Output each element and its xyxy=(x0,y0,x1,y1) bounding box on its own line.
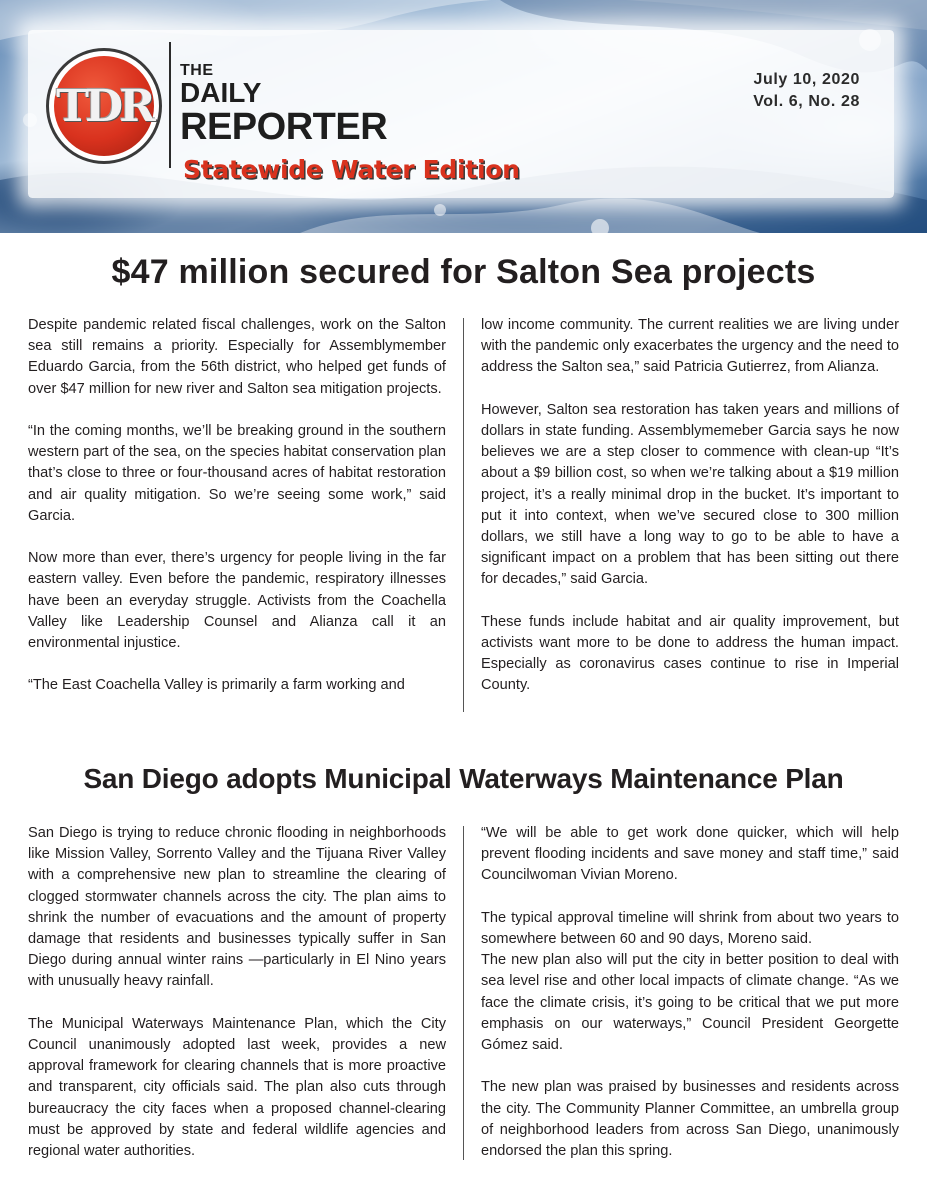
masthead xyxy=(0,0,927,233)
article-1-headline: $47 million secured for Salton Sea projects xyxy=(111,253,816,291)
article-2-headline: San Diego adopts Municipal Waterways Maintenance Plan xyxy=(83,763,844,794)
article-2-right-column xyxy=(481,823,899,1162)
article-2-paragraph: The new plan also will put the city in better position to deal with sea level rise and other local impacts of climate change. “As we face the climate crisis, it’s going to be critical that we put more emphasis on our waterways,” Council President Georgette Gómez said. xyxy=(481,952,899,1054)
article-2-left-column xyxy=(28,823,446,1162)
article-1-left-column xyxy=(28,315,446,697)
masthead-divider xyxy=(169,42,171,168)
issue-date: July 10, 2020 xyxy=(753,71,860,88)
issue-volume: Vol. 6, No. 28 xyxy=(753,93,860,110)
article-2-paragraph: The new plan was praised by businesses and residents across the city. The Community Planner Committee, an umbrella group of neighborhood leaders from across San Diego, unanimously endorsed the plan this spring. xyxy=(481,1079,899,1160)
brand-the: THE xyxy=(180,62,214,79)
article-2-paragraph: “We will be able to get work done quicker, which will help prevent flooding incidents and save money and staff time,” said Councilwoman Vivian Moreno. xyxy=(481,825,899,884)
article-1-paragraph: However, Salton sea restoration has taken years and millions of dollars in state funding. Assemblymemeber Garcia says he now believes we are a step closer to commence with clean-up “It’s about a $9 billion cost, so when we’re talking about a $19 million project, it’s a really minimal drop in the bucket. It’s important to put it into context, when we’ve secured close to 300 million dollars, we still have a long way to go to be able to have a significant impact on a problem that has been sitting out there for decades,” said Garcia. xyxy=(481,401,899,588)
article-1-paragraph: low income community. The current realities we are living under with the pandemic only exacerbates the urgency and the need to address the Salton sea,” said Patricia Gutierrez, from Alianza. xyxy=(481,317,899,376)
article-1-paragraph: Despite pandemic related fiscal challenges, work on the Salton sea still remains a priority. Especially for Assemblymember Eduardo Garcia, from the 56th district, who helped get funds of over $47 million for new river and Salton sea mitigation projects. xyxy=(28,317,446,397)
article-2-paragraph: San Diego is trying to reduce chronic flooding in neighborhoods like Mission Valley, Sorrento Valley and the Tijuana River Valley with a comprehensive new plan to streamline the clearing of clogged stormwater channels across the city. The plan aims to shrink the number of evacuations and the amount of property damage that residents and businesses typically suffer in San Diego during annual winter rains —particularly in El Nino years with unusually heavy rainfall. xyxy=(28,825,446,990)
tdr-logo xyxy=(46,48,162,164)
article-1-paragraph: “In the coming months, we’ll be breaking ground in the southern western part of the sea, on the species habitat conservation plan that’s close to three or four-thousand acres of habitat restoration and air quality mitigation. So we’re seeing some work,” said Garcia. xyxy=(28,423,446,524)
article-2-paragraph: The typical approval timeline will shrink from about two years to somewhere between 60 and 90 days, Moreno said. xyxy=(481,909,899,947)
article-1-paragraph: “The East Coachella Valley is primarily a farm working and xyxy=(28,677,405,694)
brand-daily: DAILY xyxy=(180,77,262,108)
article-2-paragraph: The Municipal Waterways Maintenance Plan, which the City Council unanimously adopted last week, provides a new approval framework for clearing channels that is more proactive and transparent, city officials said. The plan also cuts through bureaucracy the city faces when a proposed channel-clearing must be approved by state and federal wildlife agencies and regional water authorities. xyxy=(28,1015,446,1160)
logo-text: TDR xyxy=(54,56,154,156)
article-1-column-rule xyxy=(463,318,464,712)
brand-reporter: REPORTER xyxy=(180,106,388,148)
article-2-column-rule xyxy=(463,826,464,1160)
edition-title: Statewide Water Edition xyxy=(183,155,520,184)
article-1-right-column xyxy=(481,315,899,697)
article-1-paragraph: These funds include habitat and air quality improvement, but activists want more to be done to address the human impact. Especially as coronavirus cases continue to rise in Imperial County. xyxy=(481,613,899,694)
article-1-paragraph: Now more than ever, there’s urgency for people living in the far eastern valley. Even before the pandemic, respiratory illnesses have been an everyday struggle. Activists from the Coachella Valley like Leadership Counsel and Alianza call it an environmental injustice. xyxy=(28,550,446,652)
